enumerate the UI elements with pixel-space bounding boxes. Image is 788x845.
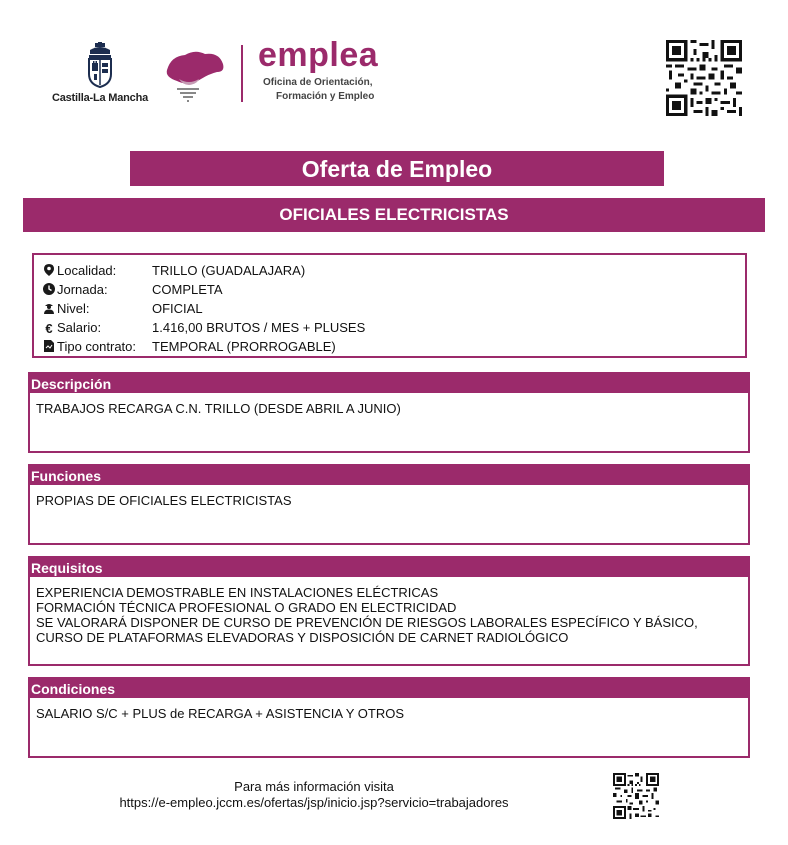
job-info-box xyxy=(32,253,747,358)
region-logo-text: Castilla-La Mancha xyxy=(51,92,149,104)
section-line: FORMACIÓN TÉCNICA PROFESIONAL O GRADO EN ELECTRICIDAD xyxy=(36,600,457,615)
section-body xyxy=(30,577,748,645)
worker-icon xyxy=(42,301,56,319)
footer-url-link[interactable]: https://e-empleo.jccm.es/ofertas/jsp/inicio.jsp?servicio=trabajadores xyxy=(119,795,509,810)
info-value: TRILLO (GUADALAJARA) xyxy=(152,263,306,278)
emplea-emblem-icon xyxy=(163,46,227,104)
section-body xyxy=(30,485,748,508)
section-body xyxy=(30,393,748,416)
info-row-tipo-contrato xyxy=(42,338,336,356)
section-descripcion xyxy=(28,372,750,453)
section-line: PROPIAS DE OFICIALES ELECTRICISTAS xyxy=(36,493,292,508)
info-value: COMPLETA xyxy=(152,282,223,297)
section-line: CURSO DE PLATAFORMAS ELEVADORAS Y DISPOSICIÓN DE CARNET RADIOLÓGICO xyxy=(36,630,569,645)
info-row-localidad xyxy=(42,262,306,280)
job-title: OFICIALES ELECTRICISTAS xyxy=(23,198,765,232)
info-label: Nivel: xyxy=(57,301,90,316)
section-body xyxy=(30,698,748,721)
section-title: Requisitos xyxy=(30,558,748,577)
page-title: Oferta de Empleo xyxy=(130,151,664,186)
section-line: SE VALORARÁ DISPONER DE CURSO DE PREVENCIÓN DE RIESGOS LABORALES ESPECÍFICO Y BÁSICO, xyxy=(36,615,698,630)
emplea-tagline-line1: Oficina de Orientación, xyxy=(263,77,373,88)
section-title: Condiciones xyxy=(30,679,748,698)
info-row-salario xyxy=(42,319,366,337)
emplea-divider xyxy=(241,45,243,102)
document-icon xyxy=(42,339,56,357)
emplea-wordmark: emplea xyxy=(258,36,379,74)
info-label: Jornada: xyxy=(57,282,108,297)
info-label: Localidad: xyxy=(57,263,117,278)
info-value: OFICIAL xyxy=(152,301,203,316)
info-value: TEMPORAL (PRORROGABLE) xyxy=(152,339,336,354)
footer-qr-code-icon[interactable] xyxy=(613,773,659,819)
euro-icon: € xyxy=(45,320,53,336)
section-funciones xyxy=(28,464,750,545)
section-requisitos xyxy=(28,556,750,666)
emplea-emblem xyxy=(163,46,227,104)
castilla-la-mancha-logo xyxy=(50,42,150,106)
qr-code-icon[interactable] xyxy=(666,40,742,116)
section-line: SALARIO S/C + PLUS de RECARGA + ASISTENCIA Y OTROS xyxy=(36,706,404,721)
emplea-tagline-line2: Formación y Empleo xyxy=(276,91,375,102)
section-title: Funciones xyxy=(30,466,748,485)
map-marker-icon xyxy=(42,263,56,281)
coat-of-arms-icon xyxy=(83,42,117,88)
section-line: EXPERIENCIA DEMOSTRABLE EN INSTALACIONES ELÉCTRICAS xyxy=(36,585,439,600)
info-label: Salario: xyxy=(57,320,102,335)
info-label: Tipo contrato: xyxy=(57,339,137,354)
info-row-nivel xyxy=(42,300,203,318)
section-line: TRABAJOS RECARGA C.N. TRILLO (DESDE ABRIL A JUNIO) xyxy=(36,401,401,416)
footer-info-text: Para más información visita xyxy=(234,779,394,794)
section-condiciones xyxy=(28,677,750,758)
clock-icon xyxy=(42,282,56,300)
section-title: Descripción xyxy=(30,374,748,393)
info-value: 1.416,00 BRUTOS / MES + PLUSES xyxy=(152,320,366,335)
info-row-jornada xyxy=(42,281,223,299)
